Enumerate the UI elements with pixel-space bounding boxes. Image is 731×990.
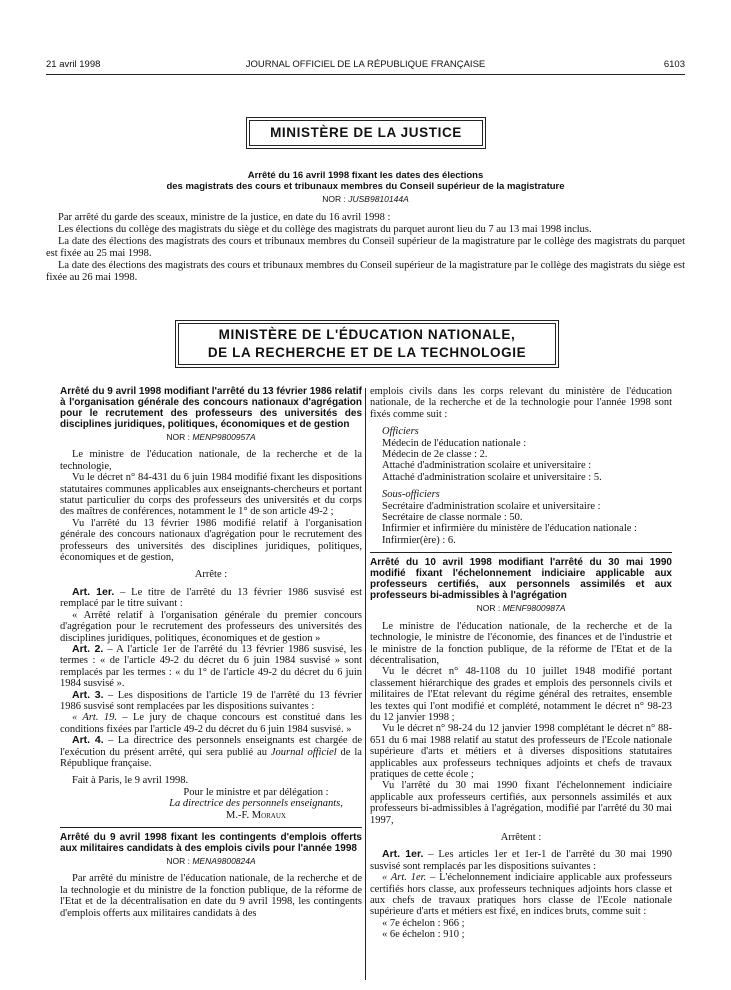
list-item: « 7e échelon : 966 ;	[382, 917, 465, 929]
nor-code: JUSB9810144A	[348, 194, 409, 204]
left-column	[60, 386, 362, 919]
echelon-list	[370, 918, 672, 941]
article-text: – Les dispositions de l'article 19 de l'arrêté du 13 février 1986 susvisé sont remplacées par les dispositions suivantes :	[60, 689, 362, 712]
quote-text: – L'échelonnement indiciaire applicable aux professeurs certifiés hors classe, aux professeurs techniques adjoints hors classe et aux chefs de travaux pratiques hors classe de l'Ecole nationale supérieure d'arts et métiers est fixé, en indices bruts, comme suit :	[370, 872, 672, 918]
arrete3-article-1-quote	[370, 872, 672, 918]
article-label: Art. 3.	[72, 688, 104, 701]
article-text: – A l'article 1er de l'arrêté du 13 février 1986 susvisé, les termes : « de l'article 49-2 du décret du 6 juin 1984 susvisé » sont remplacés par les termes : « du 1° de l'article 49-2 du décret du 6 juin 1984 susvisé ».	[60, 643, 362, 690]
journal-officiel-mention: Journal officiel	[270, 746, 337, 758]
header-journal-title: JOURNAL OFFICIEL DE LA RÉPUBLIQUE FRANÇAISE	[245, 59, 486, 70]
arrete3-title: Arrêté du 10 avril 1998 modifiant l'arrêté du 30 mai 1990 modifié fixant l'échelonnement indiciaire applicable aux professeurs certifiés, aux personnels assimilés et aux professeurs bi-admissibles à l'agrégation	[370, 557, 672, 602]
column-divider	[365, 388, 366, 980]
list-item: Médecin de 2e classe : 2.	[382, 449, 488, 461]
arrete1-article-3-quote	[60, 712, 362, 735]
arrete3-paragraph: Vu l'arrêté du 30 mai 1990 fixant l'échelonnement indiciaire applicable aux professeurs certifiés, aux personnels assimilés et aux professeurs bi-admissibles à l'agrégation, modifié par l'arrêté du 30 mai 1997,	[370, 780, 672, 826]
header-rule	[46, 74, 685, 75]
arrete1-paragraph: Vu l'arrêté du 13 février 1986 modifié relatif à l'organisation générale des concours nationaux d'agrégation pour le recrutement des professeurs des universités des disciplines juridiques, politiques, économiques et de gestion,	[60, 517, 362, 564]
justice-paragraph: La date des élections des magistrats des cours et tribunaux membres du Conseil supérieur de la magistrature par le collège des magistrats du siège est fixée au 26 mai 1998.	[46, 260, 685, 283]
article-divider	[60, 827, 362, 828]
arrete1-nor	[60, 432, 362, 443]
nor-label: NOR :	[322, 194, 346, 204]
ministry-education-heading-line2: DE LA RECHERCHE ET DE LA TECHNOLOGIE	[207, 345, 527, 360]
arrete1-article-1	[60, 587, 362, 610]
article-text: – La directrice des personnels enseignants est chargée de l'exécution du présent arrêté, qui sera publié au	[60, 735, 363, 758]
signature-title: La directrice des personnels enseignants,	[169, 798, 343, 810]
article-divider	[370, 552, 672, 553]
officiers-heading: Officiers	[382, 426, 419, 438]
arrete2-paragraph: Par arrêté du ministre de l'éducation nationale, de la recherche et de la technologie et du ministre de la fonction publique, de la réforme de l'Etat et de la décentralisation en date du 9 avril 1998, les contingents d'emplois offerts aux militaires candidats à des	[60, 873, 362, 919]
nor-code: MENF9800987A	[502, 603, 566, 614]
arrete3-article-1	[370, 849, 672, 872]
arrete3-paragraph: Le ministre de l'éducation nationale, de la recherche et de la technologie, le ministre de l'économie, des finances et de l'industrie et le ministre de la fonction publique, de la réforme de l'Etat et de la décentralisation,	[370, 620, 672, 666]
arrete1-article-1-quote: « Arrêté relatif à l'organisation générale du premier concours d'agrégation pour le recrutement des professeurs des universités des disciplines juridiques, politiques, économiques et de gestion »	[60, 609, 362, 644]
arrete2-paragraph-continued: emplois civils dans les corps relevant du ministère de l'éducation nationale, de la recherche et de la technologie pour l'année 1998 sont fixés comme suit :	[370, 386, 672, 420]
arrete1-paragraph: Le ministre de l'éducation nationale, de la recherche et de la technologie,	[60, 449, 362, 472]
officiers-list	[370, 438, 672, 484]
signature-name: M.-F. Moraux	[226, 809, 286, 821]
nor-label: NOR :	[476, 603, 501, 614]
sous-officiers-list	[370, 501, 672, 547]
list-item: Médecin de l'éducation nationale :	[382, 437, 527, 449]
arrete3-paragraph: Vu le décret n° 48-1108 du 10 juillet 1948 modifié portant classement hiérarchique des grades et emplois des personnels civils et militaires de l'Etat relevant du régime général des retraites, ensemble les textes qui l'ont modifié et complété, notamment le décret n° 98-23 du 12 janvier 1998 ;	[370, 666, 672, 723]
article-label: Art. 2.	[72, 642, 104, 655]
ministry-education-box	[175, 320, 559, 368]
justice-paragraph: La date des élections des magistrats des cours et tribunaux membres du Conseil supérieur de la magistrature par le collège des magistrats du parquet est fixée au 25 mai 1998.	[46, 236, 685, 259]
list-item: Secrétaire de classe normale : 50.	[382, 512, 523, 524]
arrete1-article-4	[60, 735, 362, 769]
justice-title-line2: des magistrats des cours et tribunaux membres du Conseil supérieur de la magistrature	[166, 181, 565, 192]
list-item: Attaché d'administration scolaire et universitaire : 5.	[382, 471, 602, 483]
header-date: 21 avril 1998	[46, 59, 101, 70]
list-item: Secrétaire d'administration scolaire et universitaire :	[382, 500, 601, 512]
nor-label: NOR :	[166, 856, 190, 866]
arrete2-title: Arrêté du 9 avril 1998 fixant les contingents d'emplois offerts aux militaires candidats à des emplois civils pour l'année 1998	[60, 832, 362, 854]
justice-body	[46, 212, 685, 284]
arrete3-paragraph: Vu le décret n° 98-24 du 12 janvier 1998 complétant le décret n° 88-651 du 6 mai 1988 relatif au statut des professeurs de l'Ecole nationale supérieure d'arts et métiers et à diverses dispositions statutaires applicables aux professeurs techniques adjoints et chefs de travaux pratiques de cette école ;	[370, 723, 672, 780]
list-item: Infirmier et infirmière du ministère de l'éducation nationale :	[382, 523, 637, 535]
justice-paragraph: Les élections du collège des magistrats du siège et du collège des magistrats du parquet auront lieu du 7 au 13 mai 1998 inclus.	[58, 224, 592, 235]
arrete3-arretent: Arrêtent :	[500, 832, 542, 843]
article-label: Art. 1er.	[382, 848, 424, 861]
article-label: Art. 4.	[72, 734, 104, 747]
arrete2-nor	[60, 856, 362, 867]
sous-officiers-heading: Sous-officiers	[382, 489, 440, 501]
justice-title-line1: Arrêté du 16 avril 1998 fixant les dates des élections	[247, 170, 484, 181]
nor-code: MENP9800957A	[192, 432, 256, 442]
quote-text: – Le jury de chaque concours est constitué dans les conditions fixées par l'article 49-2 du décret du 6 juin 1984 susvisé. »	[60, 712, 362, 735]
arrete1-article-2	[60, 644, 362, 690]
arrete1-paragraph: Vu le décret n° 84-431 du 6 juin 1984 modifié fixant les dispositions statutaires communes applicables aux enseignants-chercheurs et portant statut particulier du corps des professeurs des universités et du corps des maîtres de conférences, notamment le 1° de son article 49-2 ;	[60, 472, 362, 518]
list-item: Infirmier(ère) : 6.	[382, 534, 456, 546]
justice-paragraph: Par arrêté du garde des sceaux, ministre de la justice, en date du 16 avril 1998 :	[58, 212, 391, 223]
running-header	[46, 59, 685, 73]
article-text: – Les articles 1er et 1er-1 de l'arrêté du 30 mai 1990 susvisé sont remplacés par les dispositions suivantes :	[370, 849, 673, 872]
article-text: de la République française.	[60, 746, 362, 769]
justice-nor	[60, 194, 671, 204]
quote-label: « Art. 1er.	[382, 872, 427, 884]
list-item: « 6e échelon : 910 ;	[382, 929, 465, 941]
quote-label: « Art. 19.	[72, 712, 117, 724]
article-text: – Le titre de l'arrêté du 13 février 1986 susvisé est remplacé par le titre suivant :	[60, 586, 362, 610]
arrete3-nor	[370, 603, 672, 614]
article-label: Art. 1er.	[72, 585, 115, 598]
arrete1-title: Arrêté du 9 avril 1998 modifiant l'arrêté du 13 février 1986 relatif à l'organisation générale des concours nationaux d'agrégation pour le recrutement des professeurs des universités des disciplines juridiques, politiques, économiques et de gestion	[60, 386, 362, 430]
justice-arrete-title	[60, 170, 671, 192]
nor-label: NOR :	[166, 432, 190, 442]
right-column	[370, 386, 672, 941]
arrete1-article-3	[60, 690, 362, 713]
ministry-justice-box	[246, 117, 486, 149]
arrete1-done-at: Fait à Paris, le 9 avril 1998.	[72, 775, 189, 787]
header-page-number: 6103	[663, 59, 685, 70]
list-item: Attaché d'administration scolaire et universitaire :	[382, 460, 592, 472]
nor-code: MENA9800824A	[192, 856, 256, 866]
ministry-justice-heading: MINISTÈRE DE LA JUSTICE	[270, 125, 462, 140]
ministry-education-heading-line1: MINISTÈRE DE L'ÉDUCATION NATIONALE,	[218, 327, 516, 342]
arrete1-arrete: Arrête :	[194, 569, 228, 581]
signature-line: Pour le ministre et par délégation :	[183, 786, 329, 798]
